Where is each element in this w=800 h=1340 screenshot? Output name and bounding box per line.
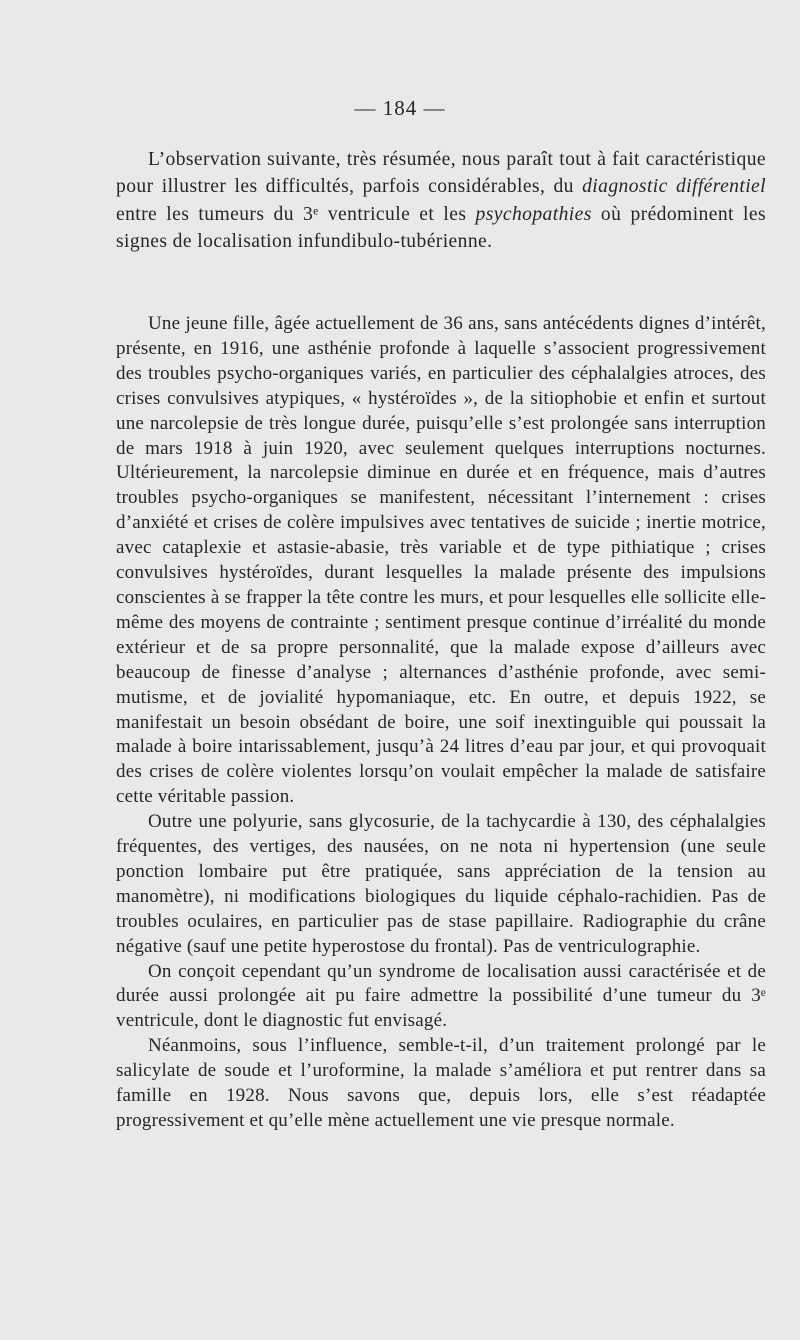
intro-text-part2: entre les tumeurs du 3ᵉ ventricule et les (116, 203, 476, 225)
page-number: — 184 — (354, 96, 446, 120)
case-paragraph-outcome: Néanmoins, sous l’influence, semble-t-il, d’un traitement prolongé par le salicylate de soude et l’uroformine, la malade s’améliora et put rentrer dans sa famille en 1928. Nous savons que, depuis lors, elle s’est réadaptée progressivement et qu’elle mène actuellement une vie presque normale. (116, 1035, 766, 1131)
intro-emphasis-psychopathies: psychopathies (475, 203, 592, 225)
case-paragraph-diagnosis: On conçoit cependant qu’un syndrome de localisation aussi caractérisée et de durée aussi prolongée ait pu faire admettre la possibilité d’une tumeur du 3ᵉ ventricule, dont le diagnostic fut envisagé. (116, 960, 766, 1032)
intro-text (116, 146, 766, 256)
intro-text-part3: où prédominent les signes de localisation infundibulo-tubérienne. (116, 203, 766, 253)
case-report (116, 312, 766, 1134)
intro-text-part1: L’observation suivante, très résumée, nous paraît tout à fait caractéristique pour illustrer les difficultés, parfois considérables, du (116, 149, 766, 198)
case-paragraph-history: Une jeune fille, âgée actuellement de 36 ans, sans antécédents dignes d’intérêt, présente, en 1916, une asthénie profonde à laquelle s’associent progressivement des troubles psycho-organiques variés, en particulier des céphalalgies atroces, des crises convulsives atypiques, « hystéroïdes », de la sitiophobie et enfin et surtout une narcolepsie de très longue durée, puisqu’elle s’est prolongée sans interruption de mars 1918 à juin 1920, avec seulement quelques interruptions nocturnes. Ultérieurement, la narcolepsie diminue en durée et en fréquence, mais d’autres troubles psycho-organiques se manifestent, nécessitant l’internement : crises d’anxiété et crises de colère impulsives avec tentatives de suicide ; inertie motrice, avec cataplexie et astasie-abasie, très variable et de type pithiatique ; crises convulsives hystéroïdes, durant lesquelles la malade présente des impulsions conscientes à se frapper la tête contre les murs, et pour lesquelles elle sollicite elle-même des moyens de contrainte ; sentiment presque continue d’irréalité du monde extérieur et de sa propre personnalité, que la malade expose d’ailleurs avec beaucoup de finesse d’analyse ; alternances d’asthénie profonde, avec semi-mutisme, et de jovialité hypomaniaque, etc. En outre, et depuis 1922, se manifestait un besoin obsédant de boire, une soif inextinguible qui poussait la malade à boire intarissablement, jusqu’à 24 litres d’eau par jour, et qui provoquait des crises de colère violentes lorsqu’on voulait empêcher la malade de satisfaire cette véritable passion. (116, 313, 766, 808)
case-paragraph-findings: Outre une polyurie, sans glycosurie, de la tachycardie à 130, des céphalalgies fréquentes, des vertiges, des nausées, on ne nota ni hypertension (une seule ponction lombaire put être pratiquée, sans appréciation de la tension au manomètre), ni modifications biologiques du liquide céphalo-rachidien. Pas de troubles oculaires, en particulier pas de stase papillaire. Radiographie du crâne négative (sauf une petite hyperostose du frontal). Pas de ventriculographie. (116, 811, 766, 957)
intro-paragraph (116, 146, 766, 256)
intro-emphasis-diagnostic: diagnostic différentiel (582, 176, 766, 198)
